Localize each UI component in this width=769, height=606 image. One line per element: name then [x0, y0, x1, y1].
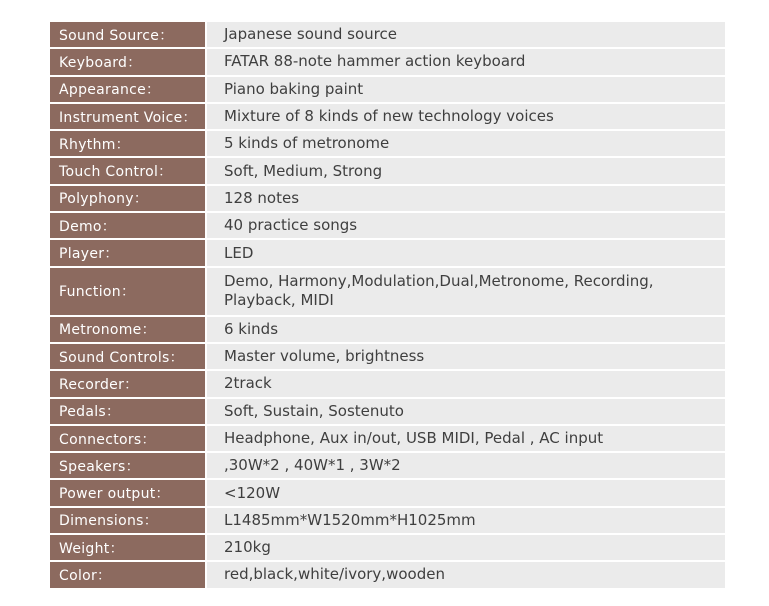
spec-label: Demo：: [50, 213, 205, 238]
spec-row-metronome: [50, 317, 725, 342]
spec-row-appearance: [50, 77, 725, 102]
spec-value: ,30W*2 , 40W*1 , 3W*2: [207, 453, 725, 478]
spec-label: Weight：: [50, 535, 205, 560]
spec-value: Piano baking paint: [207, 77, 725, 102]
spec-value: 210kg: [207, 535, 725, 560]
spec-label: Rhythm：: [50, 131, 205, 156]
spec-label: Metronome：: [50, 317, 205, 342]
spec-label: Touch Control：: [50, 158, 205, 183]
spec-label: Dimensions：: [50, 508, 205, 533]
spec-label: Color：: [50, 562, 205, 587]
spec-value: 2track: [207, 371, 725, 396]
spec-row-demo: [50, 213, 725, 238]
spec-table: [50, 22, 725, 588]
spec-value: Japanese sound source: [207, 22, 725, 47]
spec-row-polyphony: [50, 186, 725, 211]
spec-value: FATAR 88-note hammer action keyboard: [207, 49, 725, 74]
spec-label: Appearance：: [50, 77, 205, 102]
spec-value: Soft, Sustain, Sostenuto: [207, 399, 725, 424]
spec-value: LED: [207, 240, 725, 265]
spec-value: Demo, Harmony,Modulation,Dual,Metronome, Recording, Playback, MIDI: [207, 268, 725, 315]
spec-label: Keyboard：: [50, 49, 205, 74]
spec-value: 6 kinds: [207, 317, 725, 342]
spec-value: 5 kinds of metronome: [207, 131, 725, 156]
spec-row-weight: [50, 535, 725, 560]
spec-label: Power output：: [50, 480, 205, 505]
spec-label: Player：: [50, 240, 205, 265]
spec-value: 40 practice songs: [207, 213, 725, 238]
spec-label: Sound Source：: [50, 22, 205, 47]
spec-value: <120W: [207, 480, 725, 505]
spec-value: L1485mm*W1520mm*H1025mm: [207, 508, 725, 533]
spec-row-power-output: [50, 480, 725, 505]
spec-value: Mixture of 8 kinds of new technology voices: [207, 104, 725, 129]
spec-row-dimensions: [50, 508, 725, 533]
spec-value: Master volume, brightness: [207, 344, 725, 369]
spec-row-color: [50, 562, 725, 587]
spec-row-function: [50, 268, 725, 315]
spec-row-rhythm: [50, 131, 725, 156]
spec-label: Instrument Voice：: [50, 104, 205, 129]
spec-row-instrument-voice: [50, 104, 725, 129]
spec-label: Pedals：: [50, 399, 205, 424]
spec-row-keyboard: [50, 49, 725, 74]
spec-label: Function：: [50, 268, 205, 315]
spec-label: Polyphony：: [50, 186, 205, 211]
spec-value: Headphone, Aux in/out, USB MIDI, Pedal , AC input: [207, 426, 725, 451]
spec-row-touch-control: [50, 158, 725, 183]
spec-label: Sound Controls：: [50, 344, 205, 369]
spec-label: Recorder：: [50, 371, 205, 396]
spec-row-sound-controls: [50, 344, 725, 369]
spec-row-player: [50, 240, 725, 265]
spec-row-pedals: [50, 399, 725, 424]
spec-value: Soft, Medium, Strong: [207, 158, 725, 183]
spec-value: 128 notes: [207, 186, 725, 211]
spec-row-connectors: [50, 426, 725, 451]
spec-value: red,black,white/ivory,wooden: [207, 562, 725, 587]
spec-label: Connectors：: [50, 426, 205, 451]
spec-row-recorder: [50, 371, 725, 396]
spec-label: Speakers：: [50, 453, 205, 478]
spec-row-speakers: [50, 453, 725, 478]
spec-row-sound-source: [50, 22, 725, 47]
